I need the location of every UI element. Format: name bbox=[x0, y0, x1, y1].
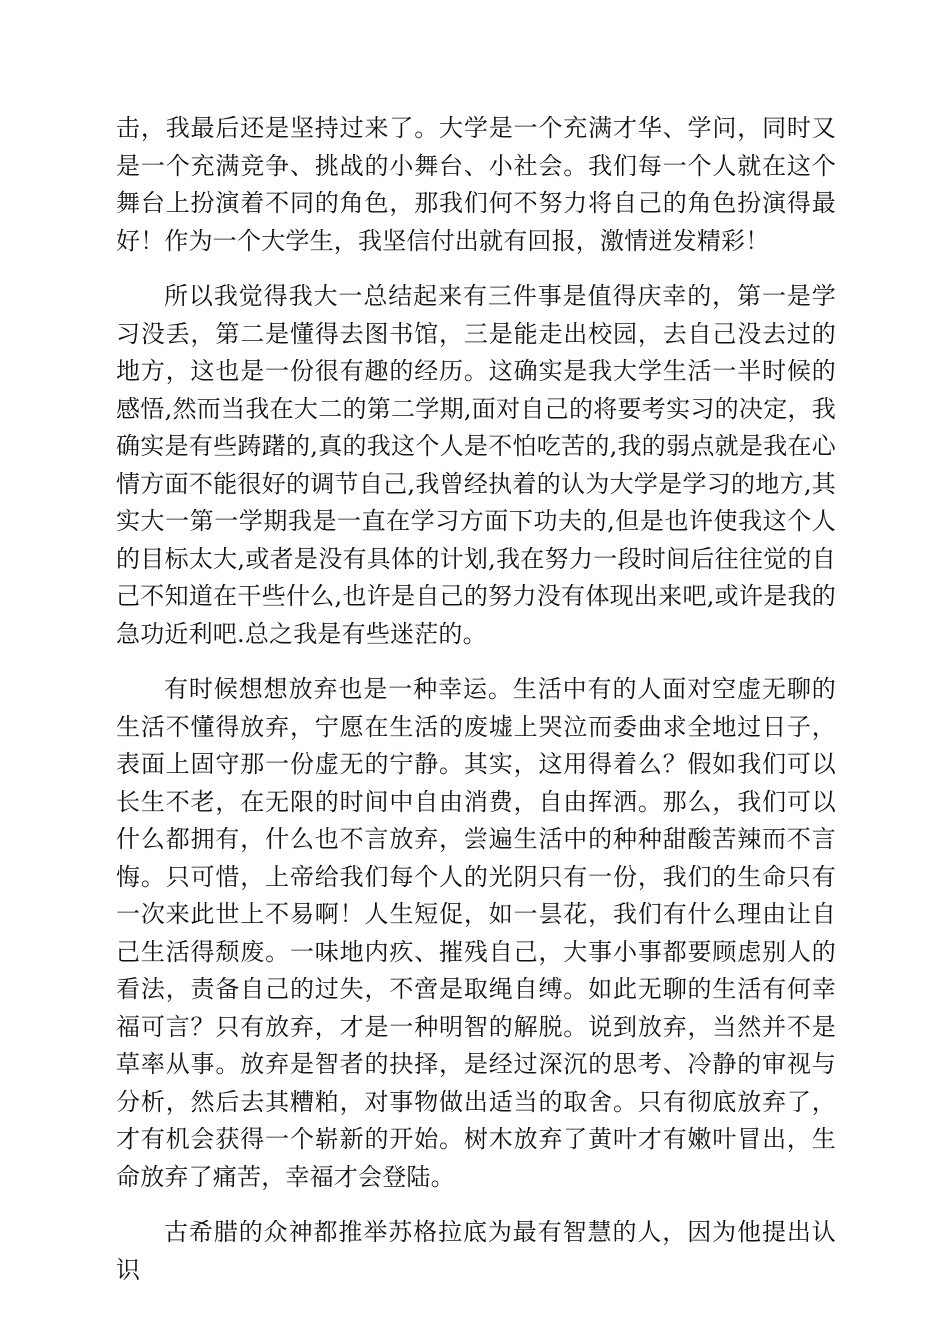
paragraph-first-year-summary: 所以我觉得我大一总结起来有三件事是值得庆幸的，第一是学习没丢，第二是懂得去图书馆，三是能走出校园，去自己没去过的地方，这也是一份很有趣的经历。这确实是我大学生活一半时候的感悟,然而当我在大二的第二学期,面对自己的将要考实习的决定，我确实是有些踌躇的,真的我这个人是不怕吃苦的,我的弱点就是我在心情方面不能很好的调节自己,我曾经执着的认为大学是学习的地方,其实大一第一学期我是一直在学习方面下功夫的,但是也许使我这个人的目标太大,或者是没有具体的计划,我在努力一段时间后往往觉的自己不知道在干些什么,也许是自己的努力没有体现出来吧,或许是我的急功近利吧.总之我是有些迷茫的。 bbox=[116, 282, 836, 648]
paragraph-continuation: 击，我最后还是坚持过来了。大学是一个充满才华、学问，同时又是一个充满竞争、挑战的小舞台、小社会。我们每一个人就在这个舞台上扮演着不同的角色，那我们何不努力将自己的角色扮演得最好！作为一个大学生，我坚信付出就有回报，激情迸发精彩！ bbox=[116, 114, 836, 255]
paragraph-letting-go: 有时候想想放弃也是一种幸运。生活中有的人面对空虚无聊的生活不懂得放弃，宁愿在生活的废墟上哭泣而委曲求全地过日子，表面上固守那一份虚无的宁静。其实，这用得着么？假如我们可以长生不老，在无限的时间中自由消费，自由挥洒。那么，我们可以什么都拥有，什么也不言放弃，尝遍生活中的种种甜酸苦辣而不言悔。只可惜，上帝给我们每个人的光阴只有一份，我们的生命只有一次来此世上不易啊！人生短促，如一昙花，我们有什么理由让自己生活得颓废。一味地内疚、摧残自己，大事小事都要顾虑别人的看法，责备自己的过失，不啻是取绳自缚。如此无聊的生活有何幸福可言？只有放弃，才是一种明智的解脱。说到放弃，当然并不是草率从事。放弃是智者的抉择，是经过深沉的思考、冷静的审视与分析，然后去其糟粕，对事物做出适当的取舍。只有彻底放弃了，才有机会获得一个崭新的开始。树木放弃了黄叶才有嫩叶冒出，生命放弃了痛苦，幸福才会登陆。 bbox=[116, 675, 836, 1191]
paragraph-socrates: 古希腊的众神都推举苏格拉底为最有智慧的人，因为他提出认识 bbox=[116, 1218, 836, 1284]
document-body bbox=[116, 110, 836, 1307]
